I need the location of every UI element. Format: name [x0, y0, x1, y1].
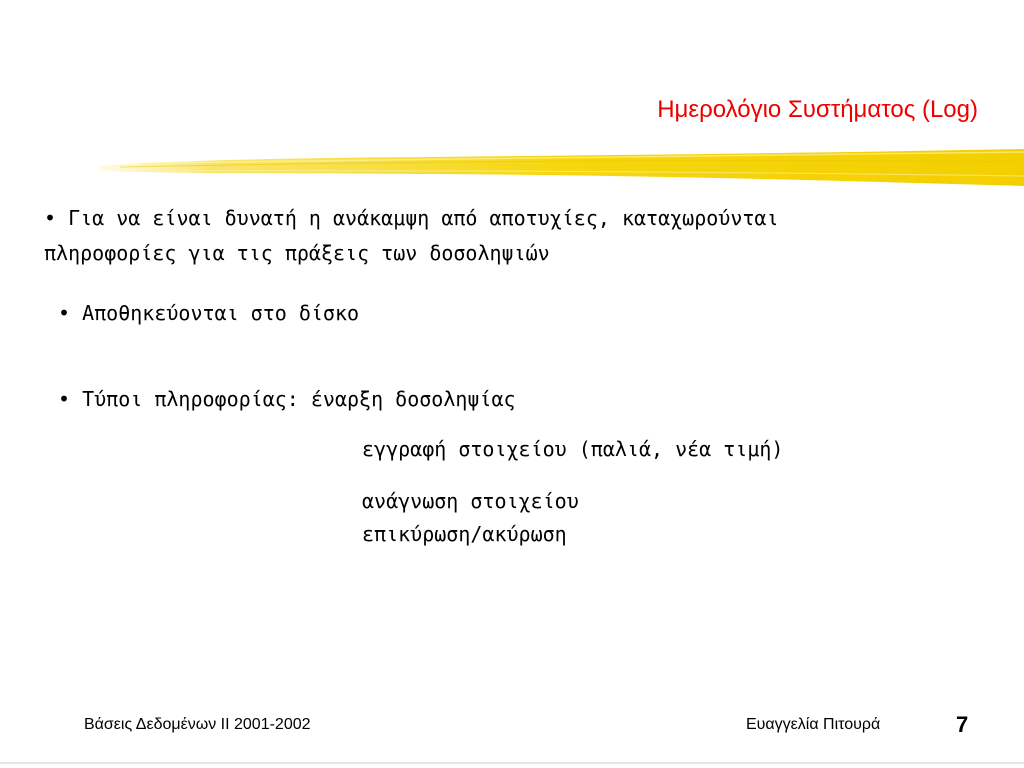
- highlighter-stroke: [100, 144, 1024, 190]
- bullet-1-line-1: • Για να είναι δυνατή η ανάκαμψη από αποτυχίες, καταχωρούνται: [44, 206, 779, 230]
- sub-item: ανάγνωση στοιχείου: [362, 489, 579, 513]
- bullet-1-line-2: πληροφορίες για τις πράξεις των δοσοληψιών: [44, 241, 550, 265]
- bottom-divider: [0, 762, 1024, 764]
- footer-author: Ευαγγελία Πιτουρά: [746, 716, 881, 733]
- page-number: 7: [956, 712, 969, 737]
- bullet-3: • Τύποι πληροφορίας: έναρξη δοσοληψίας: [58, 387, 516, 411]
- slide-title: Ημερολόγιο Συστήματος (Log): [657, 96, 978, 123]
- footer-course: Βάσεις Δεδομένων ΙΙ 2001-2002: [84, 716, 311, 733]
- bullet-2: • Αποθηκεύονται στο δίσκο: [58, 301, 360, 325]
- sub-item: επικύρωση/ακύρωση: [362, 522, 567, 546]
- sub-item: εγγραφή στοιχείου (παλιά, νέα τιμή): [362, 437, 784, 461]
